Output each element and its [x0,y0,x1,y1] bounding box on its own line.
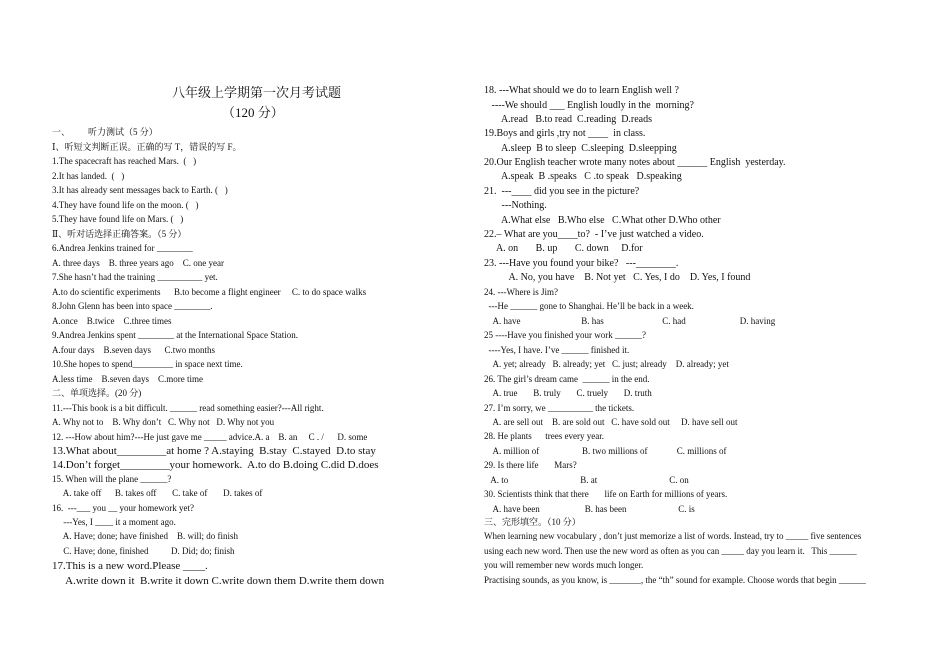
left-line: 2.It has landed. ( ) [52,171,125,181]
right-line: 26. The girl’s dream came ______ in the end. [484,374,650,384]
right-line: A. yet; already B. already; yet C. just; already D. already; yet [484,359,729,369]
right-line: ----We should ___ English loudly in the morning? [484,100,694,111]
right-line: 19.Boys and girls ,try not ____ in class. [484,128,646,139]
left-line: A.write down it B.write it down C.write down them D.write them down [52,575,385,587]
left-line: A.less time B.seven days C.more time [52,374,203,384]
right-line: 30. Scientists think that there life on Earth for millions of years. [484,489,728,499]
left-line: 11.---This book is a bit difficult. ______ read something easier?---All right. [52,403,324,413]
right-line: A. are sell out B. are sold out C. have sold out D. have sell out [484,417,738,427]
left-line: A.once B.twice C.three times [52,316,172,326]
left-line: ---Yes, I ____ it a moment ago. [52,517,176,527]
left-line: 9.Andrea Jenkins spent ________ at the International Space Station. [52,330,298,340]
right-line: ---Nothing. [484,200,547,211]
left-line: 5.They have found life on Mars. ( ) [52,214,184,224]
right-line: 25 ----Have you finished your work ______? [484,330,646,340]
left-line: Ⅰ、听短文判断正误。正确的写 T，错误的写 F。 [52,142,242,152]
right-line: using each new word. Then use the new word as often as you can _____ day you learn it. This ______ [484,546,857,556]
right-line: 29. Is there life Mars? [484,460,577,470]
right-line: 24. ---Where is Jim? [484,287,558,297]
right-line: A. true B. truly C. truely D. truth [484,388,652,398]
left-line: A. take off B. takes off C. take of D. takes of [52,488,263,498]
right-line: A. to B. at C. on [484,475,689,485]
right-line: ----Yes, I have. I’ve ______ finished it. [484,345,630,355]
left-line: A. three days B. three years ago C. one year [52,258,224,268]
right-line: Practising sounds, as you know, is _______, the “th” sound for example. Choose words that begin ______ [484,575,866,585]
left-line: C. Have; done, finished D. Did; do; finish [52,546,235,556]
right-line: A. on B. up C. down D.for [484,243,643,254]
right-line: A.sleep B to sleep C.sleeping D.sleepping [484,143,677,154]
right-line: 27. I’m sorry, we __________ the tickets. [484,403,635,413]
right-line: ---He ______ gone to Shanghai. He’ll be back in a week. [484,301,694,311]
right-line: A. million of B. two millions of C. millions of [484,446,727,456]
left-line: 1.The spacecraft has reached Mars. ( ) [52,156,197,166]
exam-score: （120 分） [222,105,284,120]
left-line: 6.Andrea Jenkins trained for ________ [52,243,193,253]
left-line: A. Why not to B. Why don’t C. Why not D. Why not you [52,417,275,427]
right-line: A. have been B. has been C. is [484,504,695,514]
left-line: 7.She hasn’t had the training __________ yet. [52,272,218,282]
left-line: 二、单项选择。(20 分) [52,388,142,398]
left-line: 13.What about_________at home ? A.staying B.stay C.stayed D.to stay [52,445,376,457]
right-line: 21. ---____ did you see in the picture? [484,186,640,197]
right-line: 20.Our English teacher wrote many notes about ______ English yesterday. [484,157,786,168]
right-line: A. have B. has C. had D. having [484,316,776,326]
left-line: 17.This is a new word.Please ____. [52,560,208,572]
right-line: 23. ---Have you found your bike? ---________. [484,258,679,269]
right-line: 18. ---What should we do to learn English well ? [484,85,679,96]
left-line: 15. When will the plane ______? [52,474,172,484]
left-line: A.to do scientific experiments B.to become a flight engineer C. to do space walks [52,287,367,297]
right-line: 28. He plants trees every year. [484,431,604,441]
left-line: A.four days B.seven days C.two months [52,345,215,355]
left-line: 一、 听力测试（5 分） [52,127,158,137]
right-line: When learning new vocabulary , don’t just memorize a list of words. Instead, try to _____ five sentences [484,531,862,541]
left-line: 16. ---___ you __ your homework yet? [52,503,194,513]
left-line: 14.Don’t forget_________your homework. A.to do B.doing C.did D.does [52,459,379,471]
left-line: 4.They have found life on the moon. ( ) [52,200,199,210]
right-line: 22.– What are you____to? - I’ve just watched a video. [484,229,704,240]
left-line: A. Have; done; have finished B. will; do finish [52,531,238,541]
left-line: 10.She hopes to spend_________ in space next time. [52,359,243,369]
left-line: 12. ---How about him?---He just gave me _____ advice.A. a B. an C . / D. some [52,432,368,442]
right-line: 三、完形填空。（10 分） [484,517,581,527]
right-line: you will remember new words much longer. [484,560,644,570]
left-line: Ⅱ、听对话选择正确答案。（5 分） [52,229,187,239]
right-line: A.read B.to read C.reading D.reads [484,114,653,125]
left-line: 3.It has already sent messages back to Earth. ( ) [52,185,228,195]
right-line: A.What else B.Who else C.What other D.Who other [484,215,721,226]
right-line: A.speak B .speaks C .to speak D.speaking [484,171,682,182]
exam-title: 八年级上学期第一次月考试题 [172,85,342,100]
right-line: A. No, you have B. Not yet C. Yes, I do D. Yes, I found [484,272,751,283]
left-line: 8.John Glenn has been into space ________. [52,301,213,311]
